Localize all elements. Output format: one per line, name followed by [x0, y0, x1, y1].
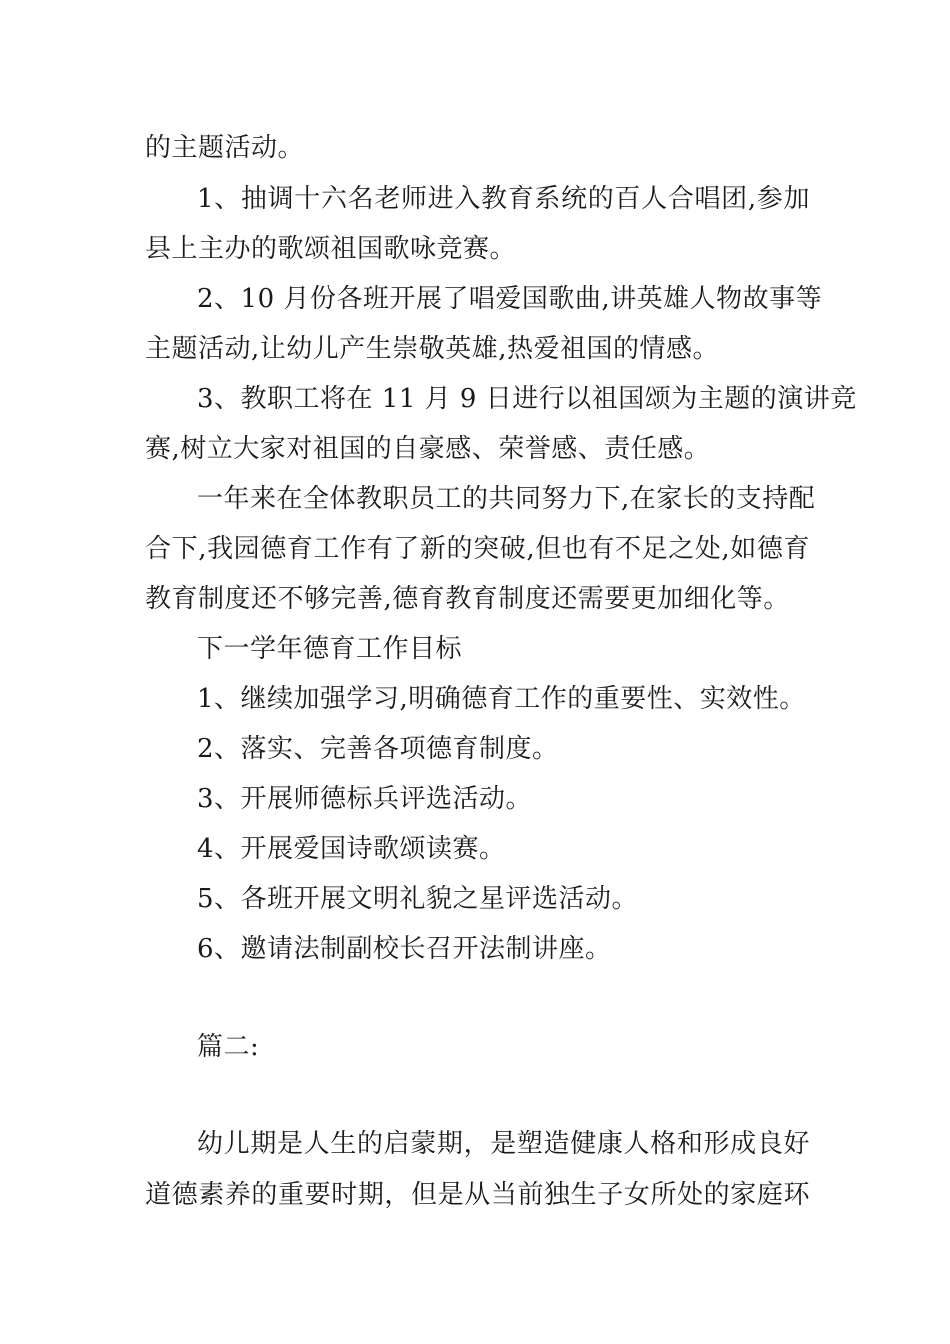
goal-item: 2、落实、完善各项德育制度。 — [197, 734, 559, 764]
part-heading: 篇二: — [197, 1032, 260, 1062]
paragraph-line: 一年来在全体教职员工的共同努力下,在家长的支持配 — [197, 484, 816, 514]
goal-item: 5、各班开展文明礼貌之星评选活动。 — [197, 884, 639, 914]
paragraph-line: 合下,我园德育工作有了新的突破,但也有不足之处,如德育 — [145, 534, 810, 564]
list-item: 1、抽调十六名老师进入教育系统的百人合唱团,参加 — [197, 184, 810, 214]
text-line: 赛,树立大家对祖国的自豪感、荣誉感、责任感。 — [145, 434, 711, 464]
text-line: 的主题活动。 — [145, 133, 305, 163]
goal-item: 6、邀请法制副校长召开法制讲座。 — [197, 934, 612, 964]
paragraph-line: 幼儿期是人生的启蒙期，是塑造健康人格和形成良好 — [197, 1129, 810, 1159]
goal-item: 3、开展师德标兵评选活动。 — [197, 784, 533, 814]
paragraph-line: 道德素养的重要时期，但是从当前独生子女所处的家庭环 — [145, 1180, 810, 1210]
paragraph-line: 教育制度还不够完善,德育教育制度还需要更加细化等。 — [145, 584, 790, 614]
goal-item: 1、继续加强学习,明确德育工作的重要性、实效性。 — [197, 684, 806, 714]
text-line: 县上主办的歌颂祖国歌咏竞赛。 — [145, 234, 517, 264]
goal-item: 4、开展爱国诗歌颂读赛。 — [197, 834, 506, 864]
list-item: 3、教职工将在 11 月 9 日进行以祖国颂为主题的演讲竞 — [197, 384, 857, 414]
list-item: 2、10 月份各班开展了唱爱国歌曲,讲英雄人物故事等 — [197, 284, 823, 314]
text-line: 主题活动,让幼儿产生崇敬英雄,热爱祖国的情感。 — [145, 334, 720, 364]
section-heading: 下一学年德育工作目标 — [197, 634, 463, 664]
